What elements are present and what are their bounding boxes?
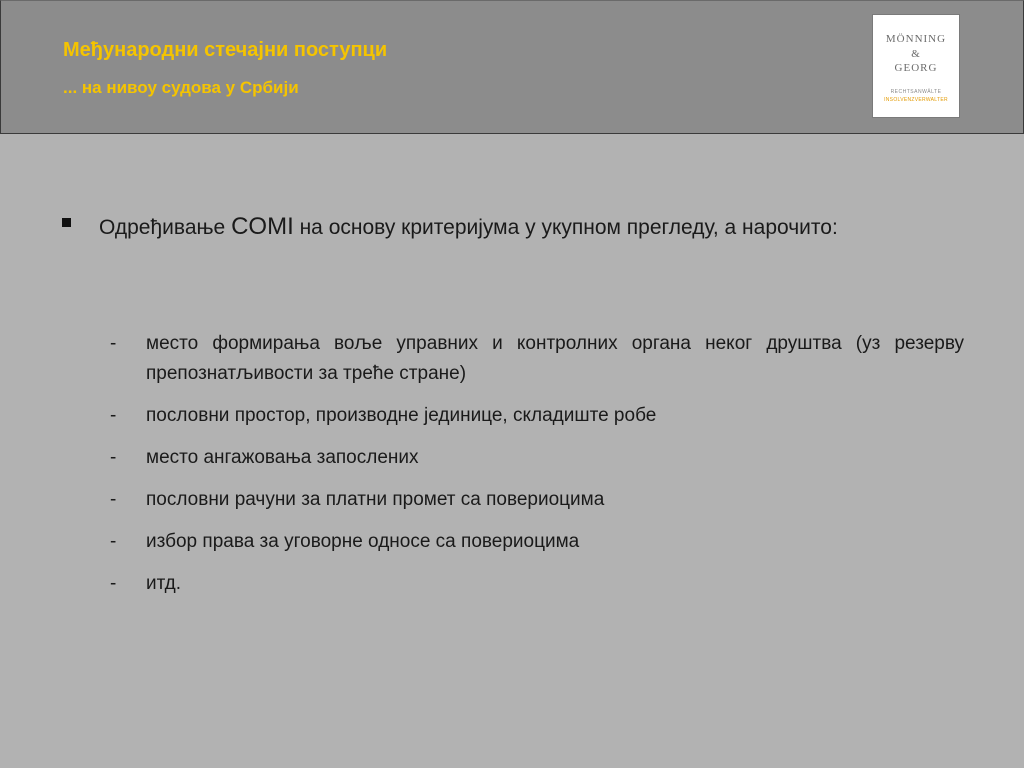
slide-title: Међународни стечајни поступци — [63, 39, 388, 61]
dash-marker: - — [110, 573, 117, 594]
list-item-text: место ангажовања запослених — [146, 447, 419, 468]
logo-subtitle-1: RECHTSANWÄLTE — [890, 89, 942, 95]
header-bar — [0, 0, 1024, 134]
logo-line-1: MÖNNING — [885, 33, 947, 45]
logo-line-3: GEORG — [894, 62, 938, 74]
dash-marker: - — [110, 405, 117, 426]
bullet-text-pre: Одређивање — [99, 216, 232, 239]
comi-term: COMI — [231, 213, 294, 240]
list-item-text: пословни рачуни за платни промет са повериоцима — [146, 489, 605, 510]
list-item-text: избор права за уговорне односе са повериоцима — [146, 531, 580, 552]
list-item — [110, 443, 964, 473]
logo-line-2: & — [911, 48, 921, 60]
list-item-text: пословни простор, производне јединице, складиште робе — [146, 405, 657, 426]
dash-marker: - — [110, 333, 117, 354]
dash-marker: - — [110, 447, 117, 468]
list-item — [110, 401, 964, 431]
list-item — [110, 485, 964, 515]
criteria-list — [110, 329, 964, 611]
dash-marker: - — [110, 489, 117, 510]
dash-marker: - — [110, 531, 117, 552]
logo-subtitle-2: INSOLVENZVERWALTER — [884, 97, 948, 103]
slide-subtitle: ... на нивоу судова у Србији — [63, 78, 299, 97]
list-item-text: место формирања воље управних и контролних органа неког друштва (уз резерву препознатљивости за треће стране) — [146, 333, 964, 384]
square-bullet-icon — [62, 218, 71, 227]
main-bullet-text — [99, 210, 964, 245]
list-item — [110, 569, 964, 599]
company-logo — [872, 14, 960, 118]
list-item — [110, 527, 964, 557]
bullet-text-post: на основу критеријума у укупном прегледу, а нарочито: — [293, 216, 838, 239]
list-item — [110, 329, 964, 389]
list-item-text: итд. — [146, 573, 182, 594]
